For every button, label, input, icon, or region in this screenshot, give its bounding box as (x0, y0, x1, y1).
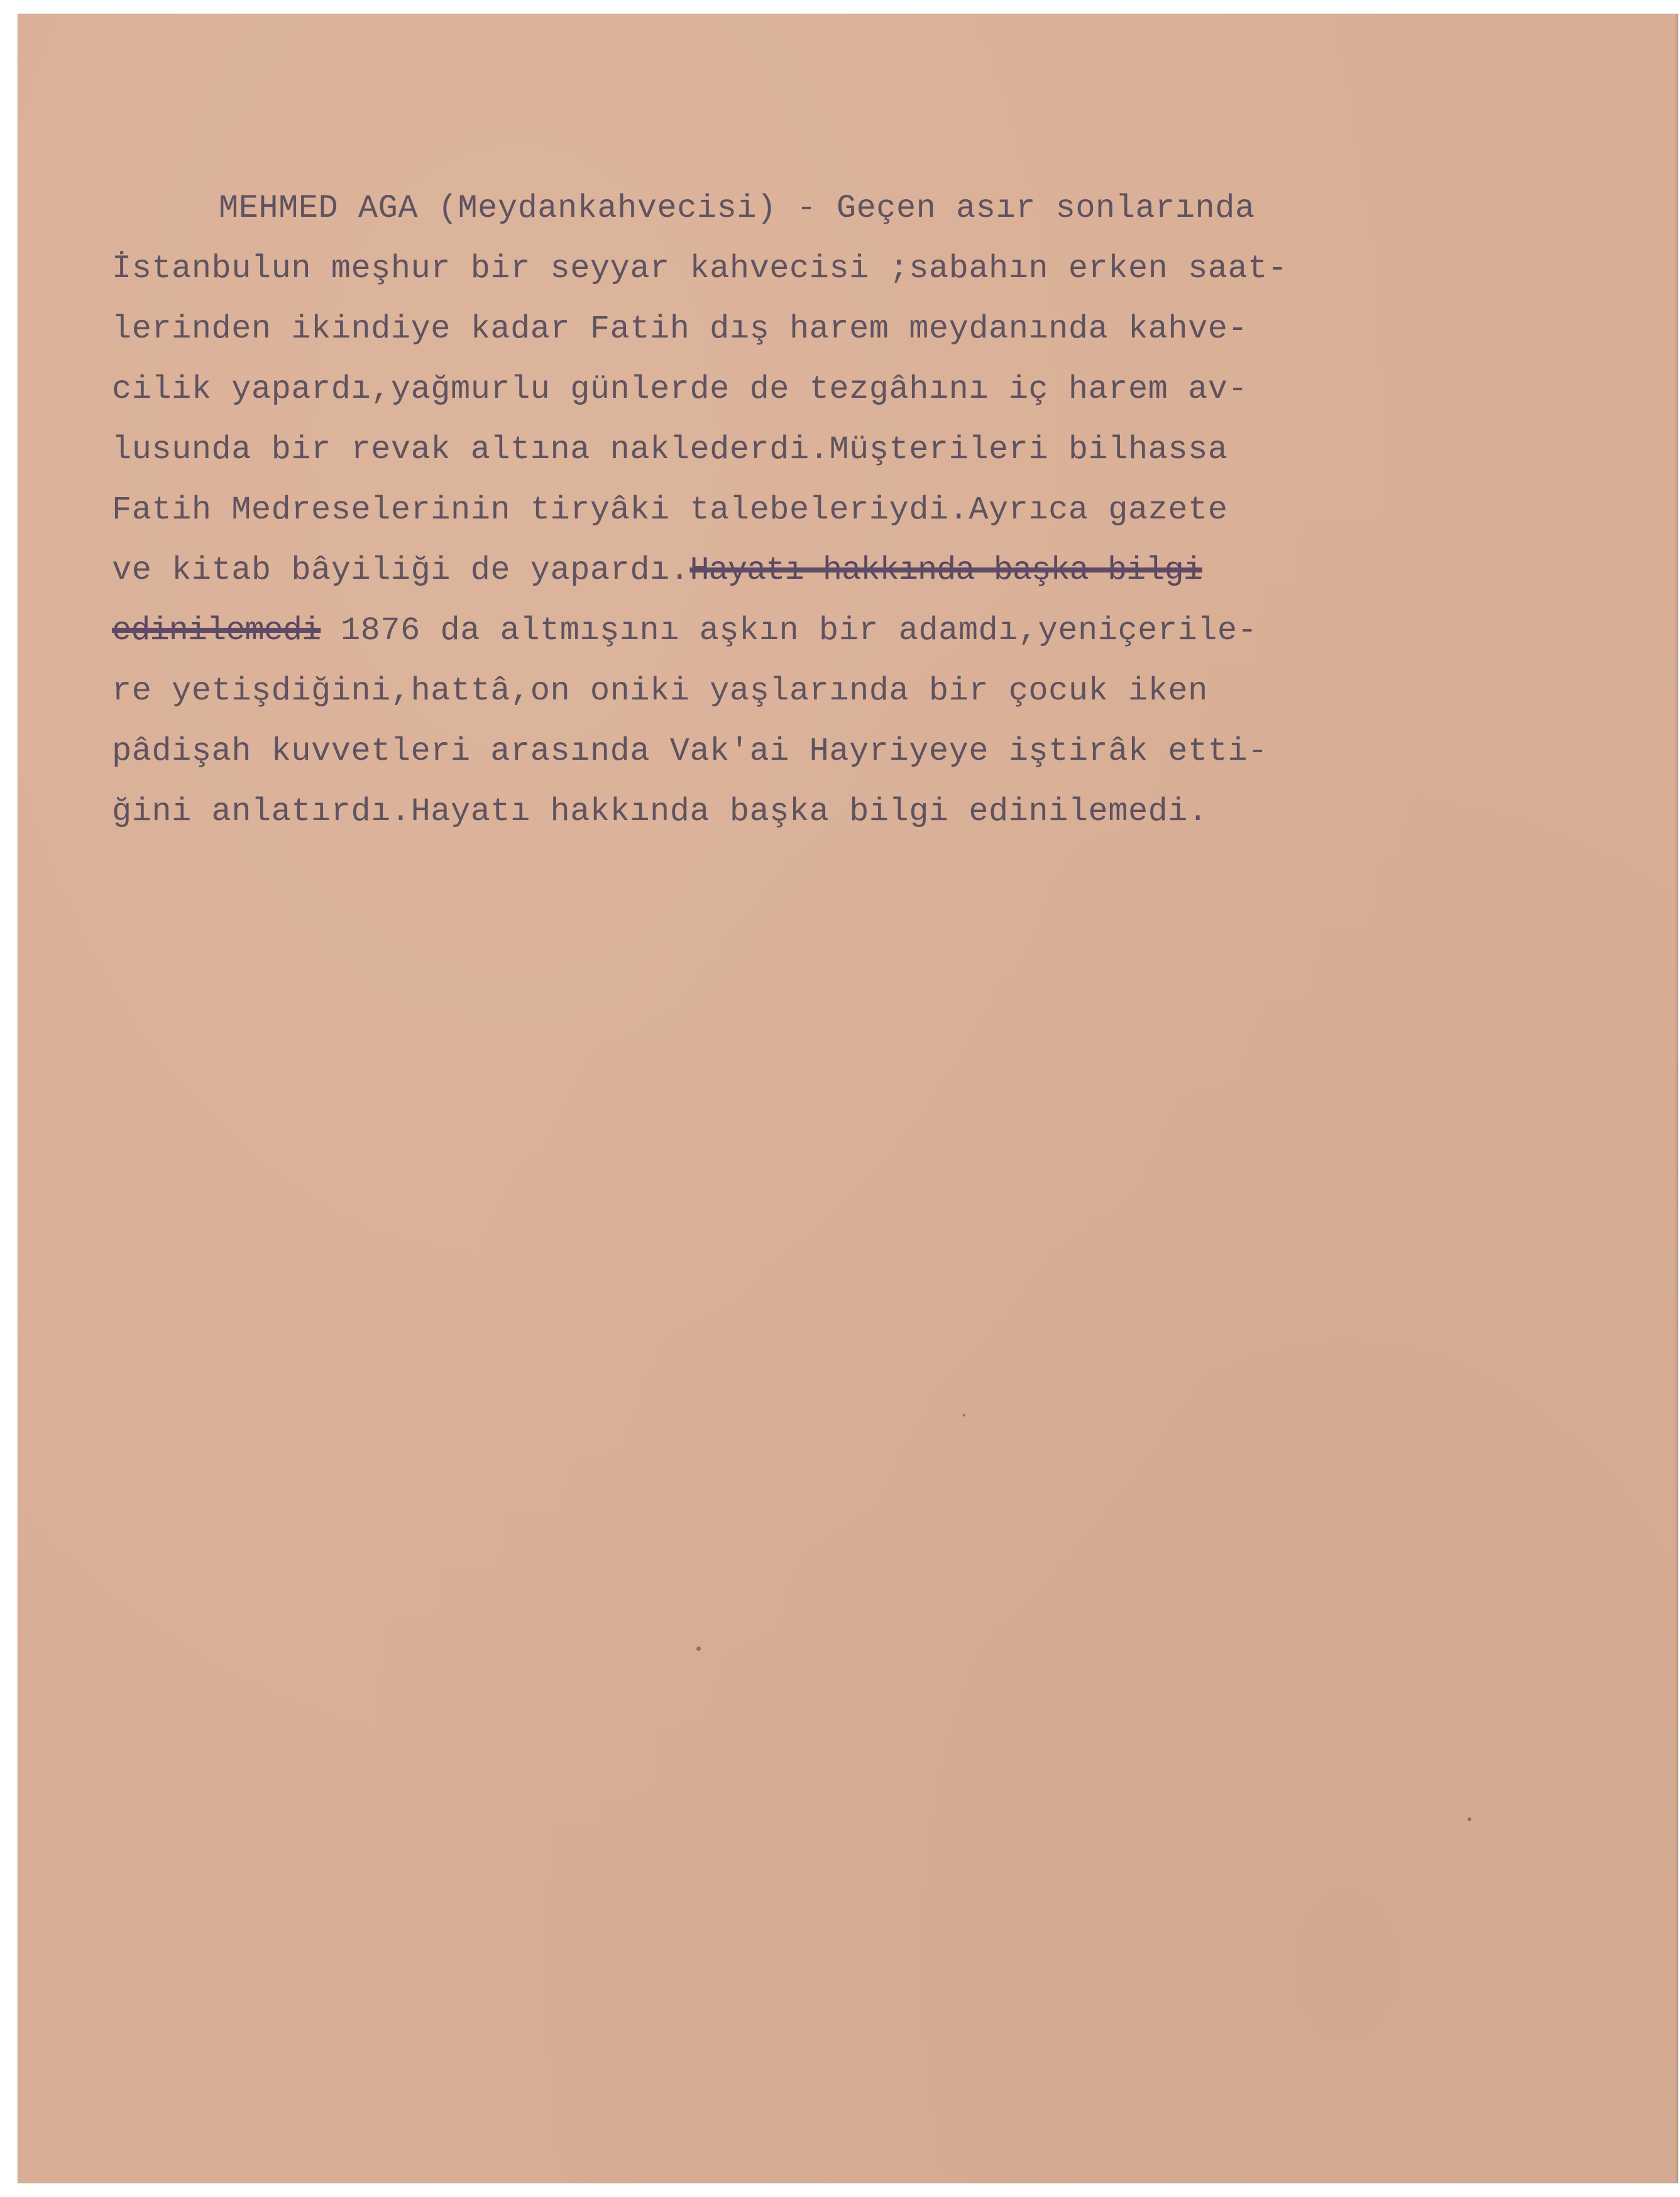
text-line-7-content: ve kitab bâyiliği de yapardı. (112, 552, 690, 589)
text-line-8 (112, 601, 1570, 661)
text-line-8-content: 1876 da altmışını aşkın bir adamdı,yeniçerile- (321, 612, 1258, 649)
text-line-11: ğini anlatırdı.Hayatı hakkında başka bilgi edinilemedi. (112, 793, 1208, 830)
text-line-3: lerinden ikindiye kadar Fatih dış harem meydanında kahve- (112, 310, 1248, 348)
paper-edge (1674, 14, 1678, 2183)
text-line-6: Fatih Medreselerinin tiryâki talebeleriydi.Ayrıca gazete (112, 491, 1228, 529)
paper-speck (696, 1646, 701, 1651)
struck-out-text: edinilemedi (112, 612, 321, 649)
text-line-1: MEHMED AGA (Meydankahvecisi) - Geçen asır sonlarında (219, 190, 1255, 227)
text-line-10: pâdişah kuvvetleri arasında Vak'ai Hayriyeye iştirâk etti- (112, 733, 1268, 770)
text-line-4: cilik yapardı,yağmurlu günlerde de tezgâhını iç harem av- (112, 371, 1248, 408)
text-line-9: re yetişdiğini,hattâ,on oniki yaşlarında bir çocuk iken (112, 672, 1208, 710)
paper-speck (1468, 1817, 1471, 1821)
paper-speck (963, 1414, 965, 1416)
text-line-7 (112, 540, 1570, 601)
text-line-2: İstanbulun meşhur bir seyyar kahvecisi ;sabahın erken saat- (112, 250, 1288, 287)
biography-entry (112, 178, 1570, 842)
text-line-5: lusunda bir revak altına naklederdi.Müşterileri bilhassa (112, 431, 1228, 468)
typewritten-page (18, 14, 1678, 2183)
struck-out-text: Hayatı hakkında başka bilgi (689, 552, 1202, 589)
